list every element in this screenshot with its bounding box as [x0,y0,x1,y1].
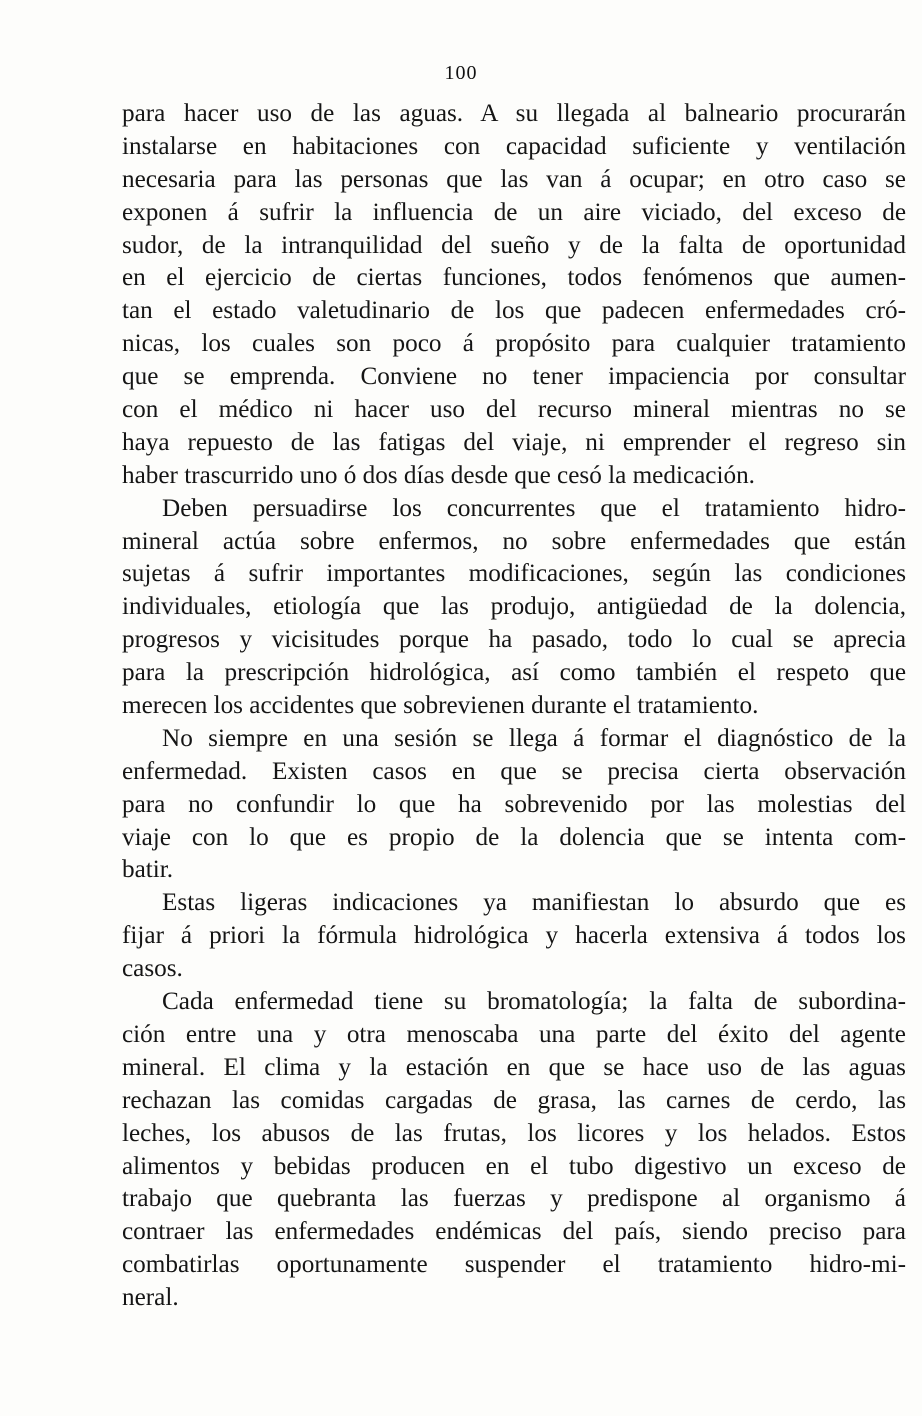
text-line: nicas, los cuales son poco á propósito para cualquier tratamiento [122,330,906,358]
text-line: Deben persuadirse los concurrentes que el tratamiento hidro- [162,494,906,522]
text-line: alimentos y bebidas producen en el tubo digestivo un exceso de [122,1152,906,1180]
paragraph [122,887,906,986]
text-line: Estas ligeras indicaciones ya manifiestan lo absurdo que es [162,889,906,917]
text-line: haya repuesto de las fatigas del viaje, ni emprender el regreso sin [122,428,906,456]
text-line: No siempre en una sesión se llega á formar el diagnóstico de la [162,724,906,752]
text-line: viaje con lo que es propio de la dolencia que se intenta com- [122,823,906,851]
text-line: fijar á priori la fórmula hidrológica y hacerla extensiva á todos los [122,922,906,950]
text-line: Cada enfermedad tiene su bromatología; la falta de subordina- [162,988,906,1016]
text-line: ción entre una y otra menoscaba una parte del éxito del agente [122,1020,906,1048]
text-line: sujetas á sufrir importantes modificaciones, según las condiciones [122,560,906,588]
text-line: para hacer uso de las aguas. A su llegada al balneario procurarán [122,100,906,127]
text-line: sudor, de la intranquilidad del sueño y de la falta de oportunidad [122,231,906,259]
body-text [122,98,906,1315]
text-line: mineral. El clima y la estación en que se hace uso de las aguas [122,1053,906,1081]
text-line: neral. [122,1284,179,1312]
text-line: para la prescripción hidrológica, así como también el respeto que [122,659,906,687]
paragraph [122,986,906,1315]
paragraph [122,98,906,493]
text-line: haber trascurrido uno ó dos días desde que cesó la medicación. [122,461,755,489]
text-line: trabajo que quebranta las fuerzas y predispone al organismo á [122,1185,906,1213]
text-line: leches, los abusos de las frutas, los licores y los helados. Estos [122,1119,906,1147]
text-line: tan el estado valetudinario de los que padecen enfermedades cró- [122,297,906,325]
text-line: enfermedad. Existen casos en que se precisa cierta observación [122,757,906,785]
paragraph [122,493,906,723]
page-number: 100 [444,62,478,84]
text-line: casos. [122,955,183,983]
paragraph [122,723,906,887]
text-line: contraer las enfermedades endémicas del país, siendo preciso para [122,1218,906,1246]
text-line: batir. [122,856,174,884]
text-line: individuales, etiología que las produjo, antigüedad de la dolencia, [122,593,906,621]
text-line: instalarse en habitaciones con capacidad suficiente y ventilación [122,132,906,160]
text-line: con el médico ni hacer uso del recurso mineral mientras no se [122,396,906,424]
text-line: que se emprenda. Conviene no tener impaciencia por consultar [122,363,906,391]
text-line: exponen á sufrir la influencia de un aire viciado, del exceso de [122,198,906,226]
text-line: progresos y vicisitudes porque ha pasado, todo lo cual se aprecia [122,626,906,654]
text-line: rechazan las comidas cargadas de grasa, las carnes de cerdo, las [122,1086,906,1114]
text-line: necesaria para las personas que las van á ocupar; en otro caso se [122,165,906,193]
text-line: mineral actúa sobre enfermos, no sobre enfermedades que están [122,527,906,555]
text-line: merecen los accidentes que sobrevienen durante el tratamiento. [122,692,759,720]
text-line: en el ejercicio de ciertas funciones, todos fenómenos que aumen- [122,264,906,292]
text-line: para no confundir lo que ha sobrevenido por las molestias del [122,790,906,818]
text-line: combatirlas oportunamente suspender el tratamiento hidro-mi- [122,1251,906,1279]
